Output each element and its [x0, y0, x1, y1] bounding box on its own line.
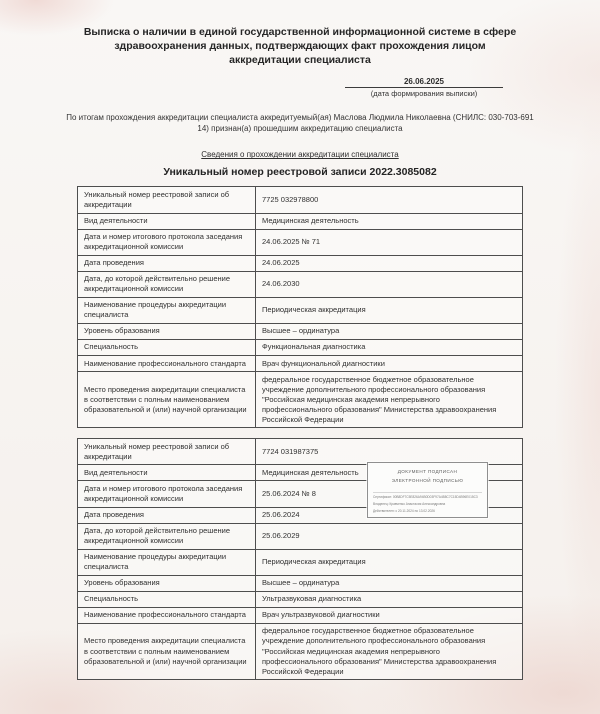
issue-date-caption: (дата формирования выписки): [370, 89, 478, 99]
row-label: Дата, до которой действительно решение аккредитационной комиссии: [78, 523, 256, 549]
table-row: [78, 255, 523, 271]
table-row: [78, 549, 523, 575]
row-value: федеральное государственное бюджетное образовательное учреждение дополнительного профессионального образования "Российская медицинская академия непрерывного профессионального образования" Министерства здравоохранения Российской Федерации: [256, 372, 523, 428]
table-row: [78, 356, 523, 372]
row-value: 24.06.2025 № 71: [256, 229, 523, 255]
accreditation-table-1: [77, 186, 523, 428]
stamp-title-line-1: ДОКУМЕНТ ПОДПИСАН: [397, 469, 458, 474]
table-row: [78, 213, 523, 229]
table-row: [78, 271, 523, 297]
table-row: [78, 591, 523, 607]
row-label: Специальность: [78, 591, 256, 607]
row-value: Ультразвуковая диагностика: [256, 591, 523, 607]
row-value: 25.06.2024 № 8: [256, 481, 523, 507]
row-label: Дата проведения: [78, 507, 256, 523]
table-row: [78, 297, 523, 323]
row-label: Уникальный номер реестровой записи об аккредитации: [78, 439, 256, 465]
table-row: [78, 607, 523, 623]
row-label: Вид деятельности: [78, 213, 256, 229]
row-value: Высшее – ординатура: [256, 575, 523, 591]
row-label: Наименование профессионального стандарта: [78, 356, 256, 372]
row-value: Врач ультразвуковой диагностики: [256, 607, 523, 623]
row-label: Специальность: [78, 339, 256, 355]
table-row: [78, 623, 523, 679]
row-label: Уровень образования: [78, 323, 256, 339]
stamp-owner-line: Владелец: Кравченко Анастасия Александровна: [373, 502, 446, 506]
table-row: [78, 339, 523, 355]
electronic-signature-stamp: [367, 462, 488, 518]
registry-record-heading: Уникальный номер реестровой записи 2022.3085082: [163, 166, 437, 179]
row-value: 24.06.2025: [256, 255, 523, 271]
table-row: [78, 323, 523, 339]
row-value: Периодическая аккредитация: [256, 297, 523, 323]
table-row: [78, 575, 523, 591]
row-value: 24.06.2030: [256, 271, 523, 297]
row-value: Врач функциональной диагностики: [256, 356, 523, 372]
stamp-title-line-2: ЭЛЕКТРОННОЙ ПОДПИСЬЮ: [391, 478, 464, 483]
stamp-validity-line: Действителен: с 20.11.2024 по 13.02.2026: [373, 509, 435, 513]
row-value: 7724 031987375: [256, 439, 523, 465]
row-label: Место проведения аккредитации специалиста в соответствии с полным наименованием образовательной и (или) научной организации: [78, 623, 256, 679]
row-label: Наименование процедуры аккредитации специалиста: [78, 549, 256, 575]
table-row: [78, 229, 523, 255]
row-label: Уникальный номер реестровой записи об аккредитации: [78, 187, 256, 213]
row-value: Функциональная диагностика: [256, 339, 523, 355]
row-value: 25.06.2029: [256, 523, 523, 549]
row-label: Наименование профессионального стандарта: [78, 607, 256, 623]
row-value: Медицинская деятельность: [256, 213, 523, 229]
section-title: Сведения о прохождении аккредитации специалиста: [201, 150, 399, 160]
issue-date: 26.06.2025: [345, 77, 503, 88]
row-value: Медицинская деятельность: [256, 465, 523, 481]
stamp-certificate-line: Сертификат: 00B8DF7C5E826A94B0D03F97A4B8C7C15D4B96E015C3: [373, 492, 482, 499]
row-label: Дата, до которой действительно решение аккредитационной комиссии: [78, 271, 256, 297]
row-value: федеральное государственное бюджетное образовательное учреждение дополнительного профессионального образования "Российская медицинская академия непрерывного профессионального образования" Министерства здравоохранения Российской Федерации: [256, 623, 523, 679]
row-label: Дата и номер итогового протокола заседания аккредитационной комиссии: [78, 229, 256, 255]
accreditation-summary-paragraph: По итогам прохождения аккредитации специалиста аккредитуемый(ая) Маслова Людмила Николаевна (СНИЛС: 030-703-691 14) признан(а) прошедшим аккредитацию специалиста: [66, 113, 534, 134]
table-row: [78, 523, 523, 549]
row-value: 25.06.2024: [256, 507, 523, 523]
table-row: [78, 372, 523, 428]
row-label: Наименование процедуры аккредитации специалиста: [78, 297, 256, 323]
row-value: Высшее – ординатура: [256, 323, 523, 339]
document-title: Выписка о наличии в единой государственной информационной системе в сфере здравоохранения данных, подтверждающих факт прохождения лицом аккредитации специалиста: [83, 26, 517, 66]
row-value: Периодическая аккредитация: [256, 549, 523, 575]
row-label: Дата проведения: [78, 255, 256, 271]
table-row: [78, 439, 523, 465]
table-row: [78, 187, 523, 213]
row-label: Дата и номер итогового протокола заседания аккредитационной комиссии: [78, 481, 256, 507]
row-label: Уровень образования: [78, 575, 256, 591]
row-value: 7725 032978800: [256, 187, 523, 213]
row-label: Вид деятельности: [78, 465, 256, 481]
row-label: Место проведения аккредитации специалиста в соответствии с полным наименованием образовательной и (или) научной организации: [78, 372, 256, 428]
issue-date-block: [345, 77, 503, 99]
